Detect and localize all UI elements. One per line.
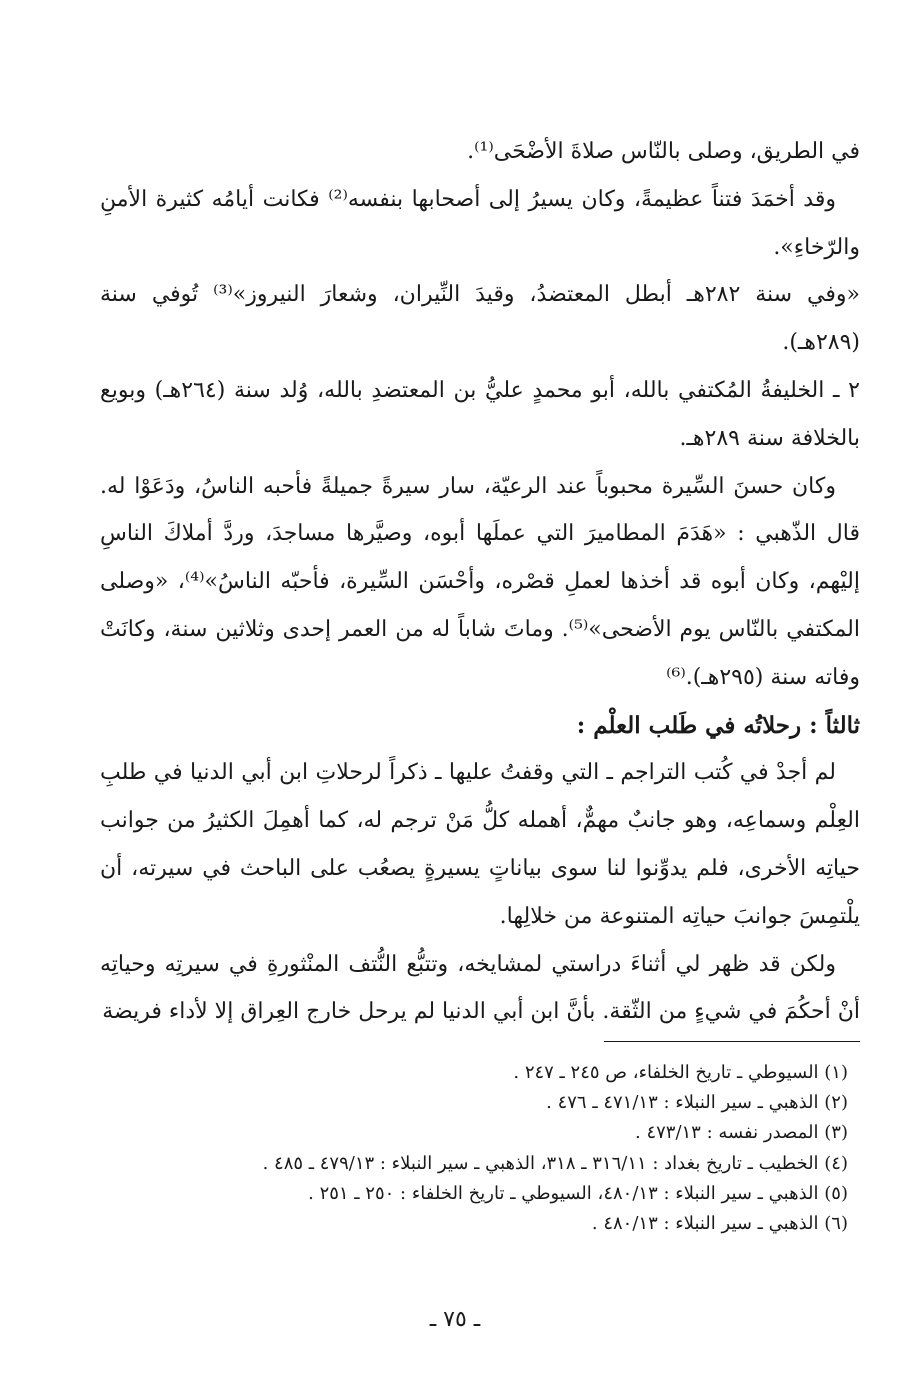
page-number: ـ ٧٥ ـ [429, 1307, 481, 1332]
footnote-separator [604, 1041, 860, 1042]
footnote-2: (٢) الذهبي ـ سير النبلاء : ٤٧١/١٣ ـ ٤٧٦ . [546, 1092, 848, 1114]
footnote-5: (٥) الذهبي ـ سير النبلاء : ٤٨٠/١٣، السيوطي ـ تاريخ الخلفاء : ٢٥٠ ـ ٢٥١ . [308, 1182, 848, 1204]
section-heading: ثالثاً : رحلاتُه في طَلب العلْم : [576, 711, 860, 739]
footnote-4: (٤) الخطيب ـ تاريخ بغداد : ٣١٦/١١ ـ ٣١٨، الذهبي ـ سير النبلاء : ٤٧٩/١٣ ـ ٤٨٥ . [262, 1152, 848, 1174]
paragraph-1: في الطريق، وصلى بالنّاس صلاةَ الأضْحَى⁽¹⁾. [467, 139, 860, 164]
footnote-1: (١) السيوطي ـ تاريخ الخلفاء، ص ٢٤٥ ـ ٢٤٧ . [513, 1062, 848, 1083]
paragraph-7: ولكن قد ظهر لي أثناءَ دراستي لمشايخه، وتتبُّع النُّتف المنْثورةِ في سيرتِه وحياتِه أنْ أحكُمَ في شيءٍ من الثّقة. بأنَّ ابن أبي الدنيا لم يرحل خارج العِراق إلا لأداء فريضة [100, 951, 860, 1025]
paragraph-2: وقد أخمَدَ فتناً عظيمةً، وكان يسيرُ إلى أصحابها بنفسه⁽²⁾ فكانت أيامُه كثيرة الأمنِ والرّخاءِ». [100, 186, 860, 260]
footnote-3: (٣) المصدر نفسه : ٤٧٣/١٣ . [634, 1122, 848, 1144]
paragraph-3: «وفي سنة ٢٨٢هـ أبطل المعتضدُ، وقيدَ النِّيران، وشعارَ النيروز»⁽³⁾ تُوفي سنة (٢٨٩هـ). [100, 282, 860, 356]
main-text-block [100, 128, 860, 1036]
paragraph-4: ٢ ـ الخليفةُ المُكتفي بالله، أبو محمدٍ عليُّ بن المعتضدِ بالله، وُلد سنة (٢٦٤هـ) وبويع بالخلافة سنة ٢٨٩هـ. [100, 377, 860, 451]
footnotes [100, 1058, 848, 1239]
paragraph-6: لم أجدْ في كُتب التراجم ـ التي وقفتُ عليها ـ ذكراً لرحلاتِ ابن أبي الدنيا في طلبِ العِلْم وسماعِه، وهو جانبٌ مهمٌّ، أهمله كلُّ مَنْ ترجم له، كما أهمِلَ الكثيرُ من جوانب حياتِه الأخرى، فلم يدوِّنوا لنا سوى بياناتٍ يسيرةٍ يصعُب على الباحث في سيرته، أن يلْتمِسَ جوانبَ حياتِه المتنوعة من خلالِها. [100, 760, 860, 929]
footnote-6: (٦) الذهبي ـ سير النبلاء : ٤٨٠/١٣ . [591, 1213, 848, 1235]
paragraph-5: وكان حسنَ السِّيرة محبوباً عند الرعيّة، سار سيرةً جميلةً فأحبه الناسُ، ودَعَوْا له. قال الذّهبي : «هَدَمَ المطاميرَ التي عملَها أبوه، وصيَّرها مساجدَ، وردَّ أملاكَ الناسِ إليْهم، وكان أبوه قد أخذها لعملِ قصْره، وأحْسَن السِّيرة، فأحبّه الناسُ»⁽⁴⁾، «وصلى المكتفي بالنّاس يوم الأضحى»⁽⁵⁾. وماتَ شاباً له من العمر إحدى وثلاثين سنة، وكانَتْ وفاته سنة (٢٩٥هـ).⁽⁶⁾ [100, 473, 860, 690]
